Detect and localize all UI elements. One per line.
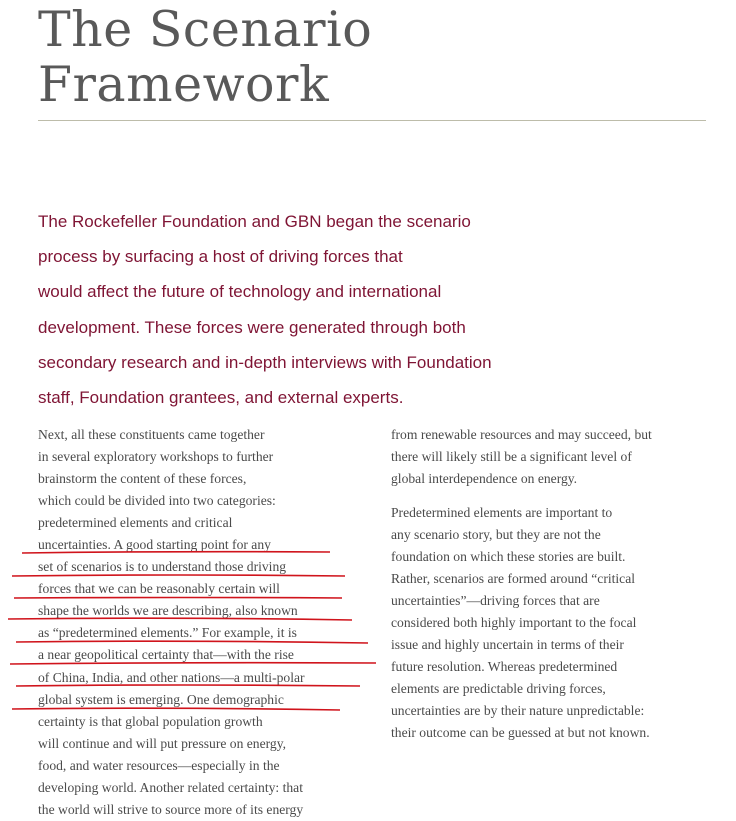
body-line: brainstorm the content of these forces, bbox=[38, 471, 247, 487]
body-line: uncertainties”—driving forces that are bbox=[391, 593, 600, 609]
intro-line: would affect the future of technology and international bbox=[38, 282, 442, 302]
body-line: elements are predictable driving forces, bbox=[391, 681, 606, 697]
title-line-2: Framework bbox=[38, 56, 330, 113]
body-line: uncertainties. A good starting point for any bbox=[38, 537, 271, 553]
intro-line: The Rockefeller Foundation and GBN began the scenario bbox=[38, 212, 471, 231]
body-line: there will likely still be a significant level of bbox=[391, 449, 632, 465]
body-line: issue and highly uncertain in terms of their bbox=[391, 637, 624, 653]
body-line: uncertainties are by their nature unpredictable: bbox=[391, 703, 645, 719]
title-line-1: The Scenario bbox=[38, 1, 373, 58]
body-line: Rather, scenarios are formed around “critical bbox=[391, 571, 636, 587]
body-line: Next, all these constituents came together bbox=[38, 427, 265, 442]
intro-line: secondary research and in-depth interviews with Foundation bbox=[38, 352, 492, 372]
body-line: from renewable resources and may succeed, but bbox=[391, 427, 652, 442]
body-line: their outcome can be guessed at but not known. bbox=[391, 725, 650, 741]
body-line: of China, India, and other nations—a multi-polar bbox=[38, 669, 305, 685]
body-line: any scenario story, but they are not the bbox=[391, 527, 601, 543]
body-line: considered both highly important to the focal bbox=[391, 615, 637, 631]
page-title bbox=[38, 2, 372, 112]
intro-paragraph bbox=[38, 204, 538, 415]
body-line: Predetermined elements are important to bbox=[391, 505, 613, 520]
body-line: will continue and will put pressure on energy, bbox=[38, 735, 287, 751]
body-line: food, and water resources—especially in the bbox=[38, 757, 280, 773]
intro-line: development. These forces were generated through both bbox=[38, 317, 466, 337]
body-line: predetermined elements and critical bbox=[38, 515, 233, 531]
body-line: set of scenarios is to understand those driving bbox=[38, 559, 287, 575]
body-column-right-para-2 bbox=[391, 502, 650, 745]
body-line: certainty is that global population growth bbox=[38, 713, 263, 729]
body-line: future resolution. Whereas predetermined bbox=[391, 659, 618, 675]
body-column-right-para-1 bbox=[391, 424, 652, 490]
intro-line: process by surfacing a host of driving forces that bbox=[38, 247, 403, 267]
body-column-left bbox=[38, 424, 305, 821]
body-line: which could be divided into two categories: bbox=[38, 493, 276, 509]
body-line: foundation on which these stories are built. bbox=[391, 549, 626, 565]
body-line: global system is emerging. One demographic bbox=[38, 691, 284, 707]
body-line: forces that we can be reasonably certain will bbox=[38, 581, 280, 597]
body-line: the world will strive to source more of its energy bbox=[38, 801, 304, 817]
body-line: in several exploratory workshops to further bbox=[38, 449, 274, 465]
body-line: developing world. Another related certainty: that bbox=[38, 779, 303, 795]
body-line: as “predetermined elements.” For example, it is bbox=[38, 625, 297, 641]
intro-line: staff, Foundation grantees, and external experts. bbox=[38, 388, 404, 408]
body-line: a near geopolitical certainty that—with the rise bbox=[38, 647, 294, 663]
body-line: global interdependence on energy. bbox=[391, 471, 578, 487]
body-line: shape the worlds we are describing, also known bbox=[38, 603, 298, 619]
title-divider bbox=[38, 120, 706, 121]
